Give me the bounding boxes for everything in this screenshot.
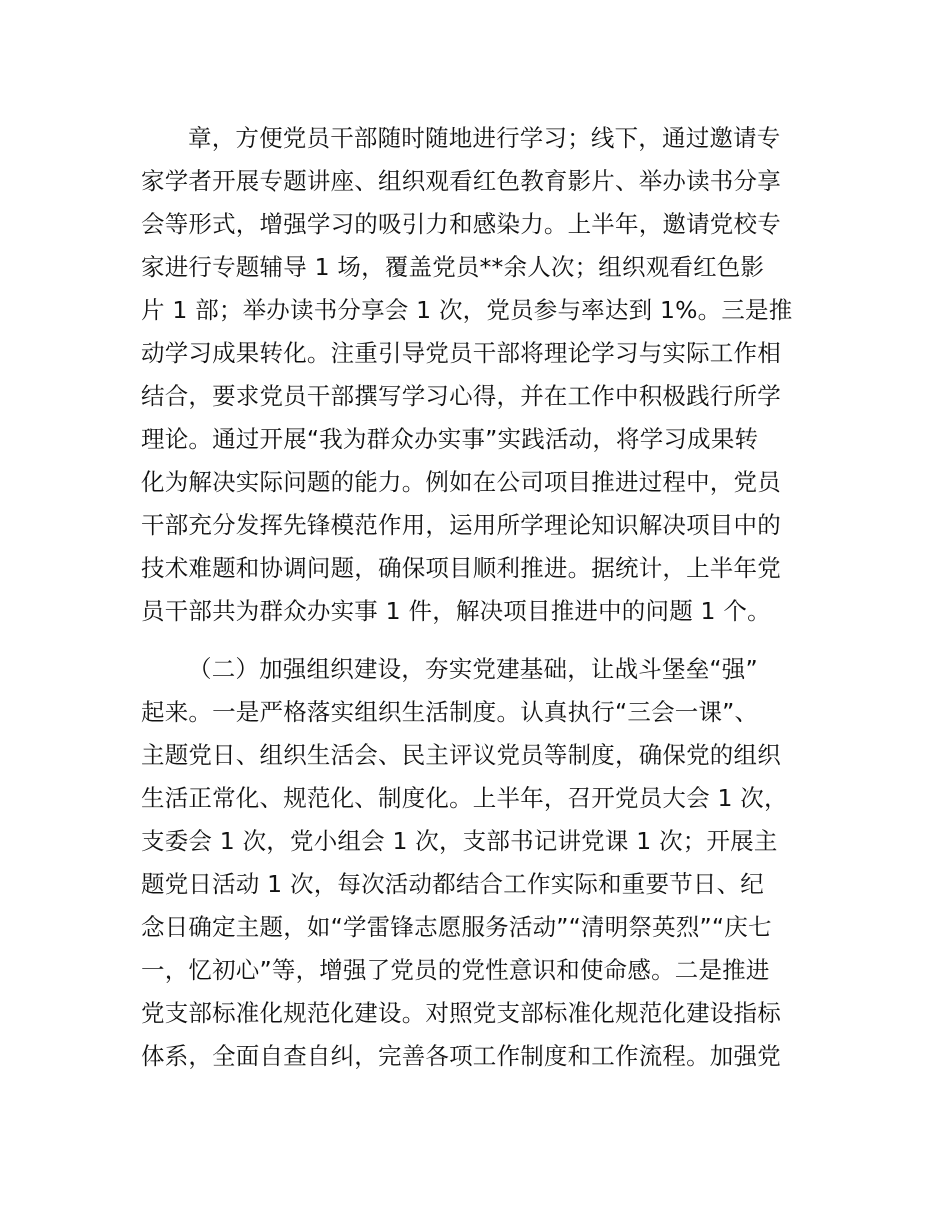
text-line: 生活正常化、规范化、制度化。上半年，召开党员大会 1 次， [141,784,788,812]
section-heading-line: （二）加强组织建设，夯实党建基础，让战斗堡垒“强” [188,655,758,683]
text-line: 党支部标准化规范化建设。对照党支部标准化规范化建设指标 [141,999,781,1027]
text-line: 体系，全面自查自纠，完善各项工作制度和工作流程。加强党 [141,1042,781,1070]
text-line: 支委会 1 次，党小组会 1 次，支部书记讲党课 1 次；开展主 [141,827,778,855]
text-line: 题党日活动 1 次，每次活动都结合工作实际和重要节日、纪 [141,870,764,898]
text-line: 一，忆初心”等，增强了党员的党性意识和使命感。二是推进 [141,956,770,984]
text-line: 念日确定主题，如“学雷锋志愿服务活动”“清明祭英烈”“庆七 [141,913,772,941]
text-line: 干部充分发挥先锋模范作用，运用所学理论知识解决项目中的 [141,511,781,539]
text-line: 会等形式，增强学习的吸引力和感染力。上半年，邀请党校专 [141,210,781,238]
text-line: 动学习成果转化。注重引导党员干部将理论学习与实际工作相 [141,339,781,367]
text-line: 化为解决实际问题的能力。例如在公司项目推进过程中，党员 [141,468,781,496]
text-line: 技术难题和协调问题，确保项目顺利推进。据统计，上半年党 [141,554,781,582]
text-line: 结合，要求党员干部撰写学习心得，并在工作中积极践行所学 [141,382,781,410]
text-line: 家进行专题辅导 1 场，覆盖党员**余人次；组织观看红色影 [141,253,765,281]
text-line: 员干部共为群众办实事 1 件，解决项目推进中的问题 1 个。 [141,597,771,625]
text-line: 片 1 部；举办读书分享会 1 次，党员参与率达到 1%。三是推 [141,296,793,324]
text-line: 理论。通过开展“我为群众办实事”实践活动，将学习成果转 [141,425,759,453]
text-line: 家学者开展专题讲座、组织观看红色教育影片、举办读书分享 [141,167,781,195]
text-line: 章，方便党员干部随时随地进行学习；线下，通过邀请专 [188,124,781,152]
text-line: 起来。一是严格落实组织生活制度。认真执行“三会一课”、 [141,698,759,726]
text-line: 主题党日、组织生活会、民主评议党员等制度，确保党的组织 [141,741,781,769]
